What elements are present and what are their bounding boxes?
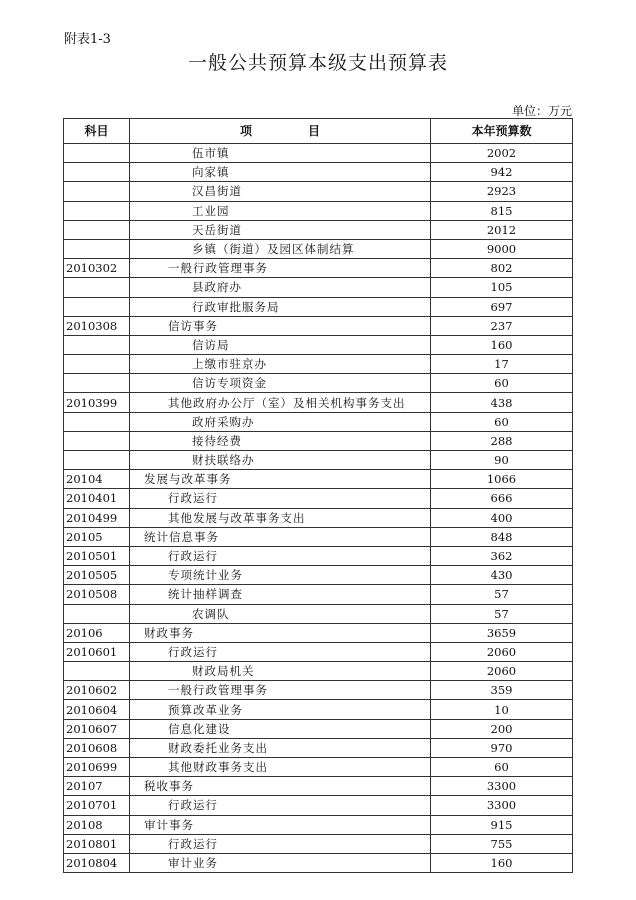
row-code (64, 431, 130, 450)
row-amount: 288 (431, 431, 573, 450)
header-item-b: 目 (308, 124, 321, 138)
row-name: 行政运行 (130, 834, 431, 853)
row-code: 2010804 (64, 853, 130, 872)
row-code: 20106 (64, 623, 130, 642)
table-row (64, 834, 573, 853)
row-code (64, 201, 130, 220)
table-row (64, 738, 573, 757)
row-amount: 942 (431, 163, 573, 182)
budget-table (63, 118, 573, 873)
row-amount: 362 (431, 546, 573, 565)
row-name: 农调队 (130, 604, 431, 623)
row-code: 2010699 (64, 758, 130, 777)
row-amount: 3300 (431, 777, 573, 796)
table-row (64, 335, 573, 354)
row-amount: 848 (431, 527, 573, 546)
row-amount: 2060 (431, 662, 573, 681)
row-code (64, 412, 130, 431)
table-row (64, 508, 573, 527)
row-code: 20107 (64, 777, 130, 796)
table-row (64, 777, 573, 796)
row-amount: 1066 (431, 470, 573, 489)
table-row (64, 451, 573, 470)
row-name: 工业园 (130, 201, 431, 220)
row-code (64, 604, 130, 623)
row-name: 接待经费 (130, 431, 431, 450)
table-row (64, 144, 573, 163)
row-amount: 666 (431, 489, 573, 508)
row-amount: 3659 (431, 623, 573, 642)
table-row (64, 259, 573, 278)
row-code: 2010701 (64, 796, 130, 815)
row-code (64, 451, 130, 470)
header-item (130, 119, 431, 144)
table-row (64, 163, 573, 182)
row-amount: 60 (431, 374, 573, 393)
row-code (64, 297, 130, 316)
row-code: 2010604 (64, 700, 130, 719)
table-row (64, 642, 573, 661)
row-code (64, 239, 130, 258)
row-amount: 2002 (431, 144, 573, 163)
row-amount: 160 (431, 335, 573, 354)
unit-label: 单位：万元 (511, 104, 572, 118)
row-amount: 160 (431, 853, 573, 872)
row-amount: 10 (431, 700, 573, 719)
row-name: 其他财政事务支出 (130, 758, 431, 777)
row-code (64, 662, 130, 681)
row-code (64, 355, 130, 374)
row-code (64, 144, 130, 163)
row-code: 2010608 (64, 738, 130, 757)
table-row (64, 182, 573, 201)
table-row (64, 546, 573, 565)
row-amount: 3300 (431, 796, 573, 815)
row-amount: 802 (431, 259, 573, 278)
row-name: 信访专项资金 (130, 374, 431, 393)
row-amount: 105 (431, 278, 573, 297)
row-amount: 970 (431, 738, 573, 757)
table-row (64, 681, 573, 700)
row-code: 2010505 (64, 566, 130, 585)
table-row (64, 374, 573, 393)
row-amount: 400 (431, 508, 573, 527)
row-name: 其他政府办公厅（室）及相关机构事务支出 (130, 393, 431, 412)
row-name: 行政运行 (130, 546, 431, 565)
row-amount: 9000 (431, 239, 573, 258)
table-row (64, 662, 573, 681)
row-name: 统计抽样调查 (130, 585, 431, 604)
row-code: 2010508 (64, 585, 130, 604)
row-name: 财政事务 (130, 623, 431, 642)
row-amount: 915 (431, 815, 573, 834)
table-row (64, 431, 573, 450)
row-code: 2010501 (64, 546, 130, 565)
row-code (64, 278, 130, 297)
table-row (64, 623, 573, 642)
row-code: 2010607 (64, 719, 130, 738)
row-code: 2010499 (64, 508, 130, 527)
row-code: 2010801 (64, 834, 130, 853)
table-row (64, 489, 573, 508)
row-name: 天岳街道 (130, 220, 431, 239)
row-code (64, 335, 130, 354)
row-name: 统计信息事务 (130, 527, 431, 546)
row-code: 20104 (64, 470, 130, 489)
row-name: 县政府办 (130, 278, 431, 297)
table-row (64, 278, 573, 297)
row-name: 信访局 (130, 335, 431, 354)
row-amount: 60 (431, 758, 573, 777)
row-code: 2010602 (64, 681, 130, 700)
row-amount: 755 (431, 834, 573, 853)
table-row (64, 201, 573, 220)
table-row (64, 815, 573, 834)
row-amount: 57 (431, 604, 573, 623)
row-code: 20105 (64, 527, 130, 546)
row-name: 汉昌街道 (130, 182, 431, 201)
page-title: 一般公共预算本级支出预算表 (187, 52, 448, 74)
table-row (64, 220, 573, 239)
table-row (64, 604, 573, 623)
row-code: 2010399 (64, 393, 130, 412)
row-name: 信访事务 (130, 316, 431, 335)
header-item-a: 项 (239, 124, 252, 138)
row-name: 一般行政管理事务 (130, 259, 431, 278)
row-name: 向家镇 (130, 163, 431, 182)
row-amount: 90 (431, 451, 573, 470)
header-amount: 本年预算数 (431, 119, 573, 144)
row-name: 政府采购办 (130, 412, 431, 431)
row-name: 发展与改革事务 (130, 470, 431, 489)
table-row (64, 412, 573, 431)
row-name: 行政运行 (130, 489, 431, 508)
row-name: 伍市镇 (130, 144, 431, 163)
row-code: 20108 (64, 815, 130, 834)
row-amount: 697 (431, 297, 573, 316)
row-amount: 359 (431, 681, 573, 700)
row-name: 专项统计业务 (130, 566, 431, 585)
table-row (64, 585, 573, 604)
row-amount: 2923 (431, 182, 573, 201)
table-row (64, 758, 573, 777)
row-name: 其他发展与改革事务支出 (130, 508, 431, 527)
row-amount: 57 (431, 585, 573, 604)
table-row (64, 700, 573, 719)
row-amount: 2012 (431, 220, 573, 239)
table-row (64, 297, 573, 316)
table-row (64, 393, 573, 412)
row-name: 税收事务 (130, 777, 431, 796)
row-name: 行政运行 (130, 642, 431, 661)
row-code (64, 163, 130, 182)
row-amount: 2060 (431, 642, 573, 661)
row-name: 乡镇（街道）及园区体制结算 (130, 239, 431, 258)
table-row (64, 566, 573, 585)
table-row (64, 796, 573, 815)
table-row (64, 719, 573, 738)
row-code (64, 374, 130, 393)
row-name: 上缴市驻京办 (130, 355, 431, 374)
row-name: 审计业务 (130, 853, 431, 872)
row-name: 一般行政管理事务 (130, 681, 431, 700)
row-amount: 438 (431, 393, 573, 412)
row-name: 财扶联络办 (130, 451, 431, 470)
row-code: 2010601 (64, 642, 130, 661)
row-amount: 17 (431, 355, 573, 374)
row-code: 2010401 (64, 489, 130, 508)
row-name: 信息化建设 (130, 719, 431, 738)
table-row (64, 853, 573, 872)
table-row (64, 239, 573, 258)
table-row (64, 316, 573, 335)
annex-label: 附表1-3 (64, 32, 111, 47)
table-row (64, 470, 573, 489)
row-name: 行政运行 (130, 796, 431, 815)
row-amount: 430 (431, 566, 573, 585)
row-amount: 200 (431, 719, 573, 738)
table-row (64, 355, 573, 374)
row-name: 预算改革业务 (130, 700, 431, 719)
row-code (64, 220, 130, 239)
row-amount: 237 (431, 316, 573, 335)
row-amount: 815 (431, 201, 573, 220)
row-amount: 60 (431, 412, 573, 431)
header-code: 科目 (64, 119, 130, 144)
row-code: 2010302 (64, 259, 130, 278)
row-code: 2010308 (64, 316, 130, 335)
row-name: 审计事务 (130, 815, 431, 834)
row-name: 行政审批服务局 (130, 297, 431, 316)
row-code (64, 182, 130, 201)
row-name: 财政委托业务支出 (130, 738, 431, 757)
table-row (64, 527, 573, 546)
row-name: 财政局机关 (130, 662, 431, 681)
table-header-row (64, 119, 573, 144)
table-body (64, 144, 573, 873)
